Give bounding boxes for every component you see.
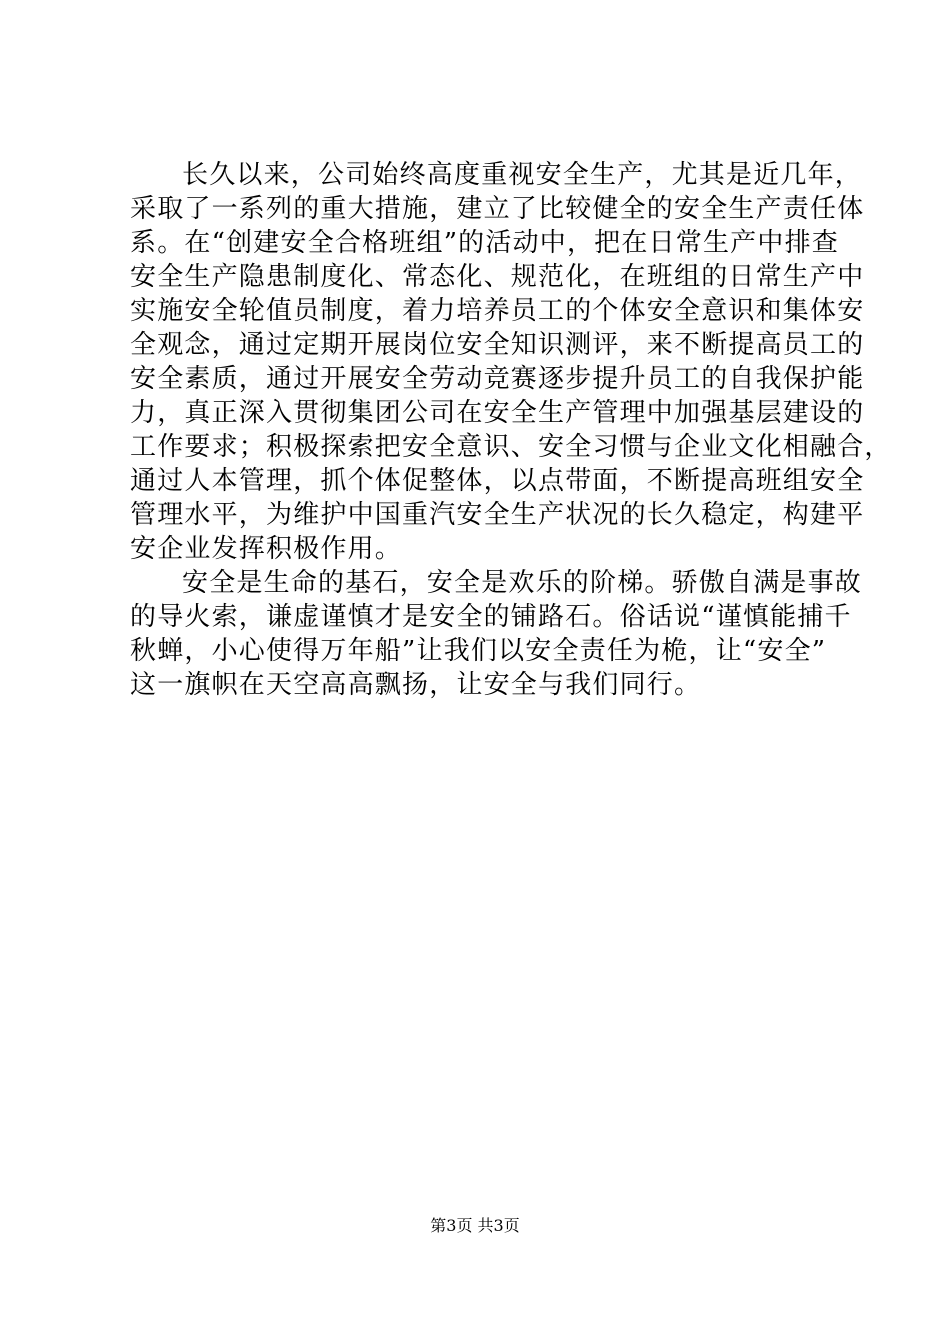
paragraph-line: 安全生产隐患制度化、常态化、规范化，在班组的日常生产中 — [130, 262, 865, 292]
paragraph-line: 这一旗帜在天空高高飘扬，让安全与我们同行。 — [130, 670, 702, 700]
paragraph-line: 力，真正深入贯彻集团公司在安全生产管理中加强基层建设的 — [130, 398, 865, 428]
paragraph-line: 安全素质，通过开展安全劳动竞赛逐步提升员工的自我保护能 — [130, 364, 865, 394]
paragraph-line: 的导火索，谦虚谨慎才是安全的铺路石。俗话说“谨慎能捕千 — [130, 602, 852, 632]
paragraph-line: 全观念，通过定期开展岗位安全知识测评，来不断提高员工的 — [130, 330, 865, 360]
page-number-footer: 第3页 共3页 — [430, 1216, 520, 1235]
paragraph-line: 系。在“创建安全合格班组”的活动中，把在日常生产中排查 — [130, 228, 839, 258]
paragraph-line: 通过人本管理，抓个体促整体，以点带面，不断提高班组安全 — [130, 466, 865, 496]
paragraph-line: 安企业发挥积极作用。 — [130, 534, 403, 564]
document-body — [130, 158, 892, 702]
paragraph-line: 长久以来，公司始终高度重视安全生产，尤其是近几年， — [182, 160, 863, 190]
paragraph-line: 工作要求；积极探索把安全意识、安全习惯与企业文化相融合， — [130, 432, 892, 462]
paragraph-1 — [130, 158, 892, 566]
paragraph-line: 秋蝉，小心使得万年船”让我们以安全责任为桅，让“安全” — [130, 636, 827, 666]
paragraph-line: 管理水平，为维护中国重汽安全生产状况的长久稳定，构建平 — [130, 500, 865, 530]
paragraph-line: 采取了一系列的重大措施，建立了比较健全的安全生产责任体 — [130, 194, 865, 224]
paragraph-2 — [130, 566, 863, 702]
paragraph-line: 实施安全轮值员制度，着力培养员工的个体安全意识和集体安 — [130, 296, 865, 326]
paragraph-line: 安全是生命的基石，安全是欢乐的阶梯。骄傲自满是事故 — [182, 568, 863, 598]
